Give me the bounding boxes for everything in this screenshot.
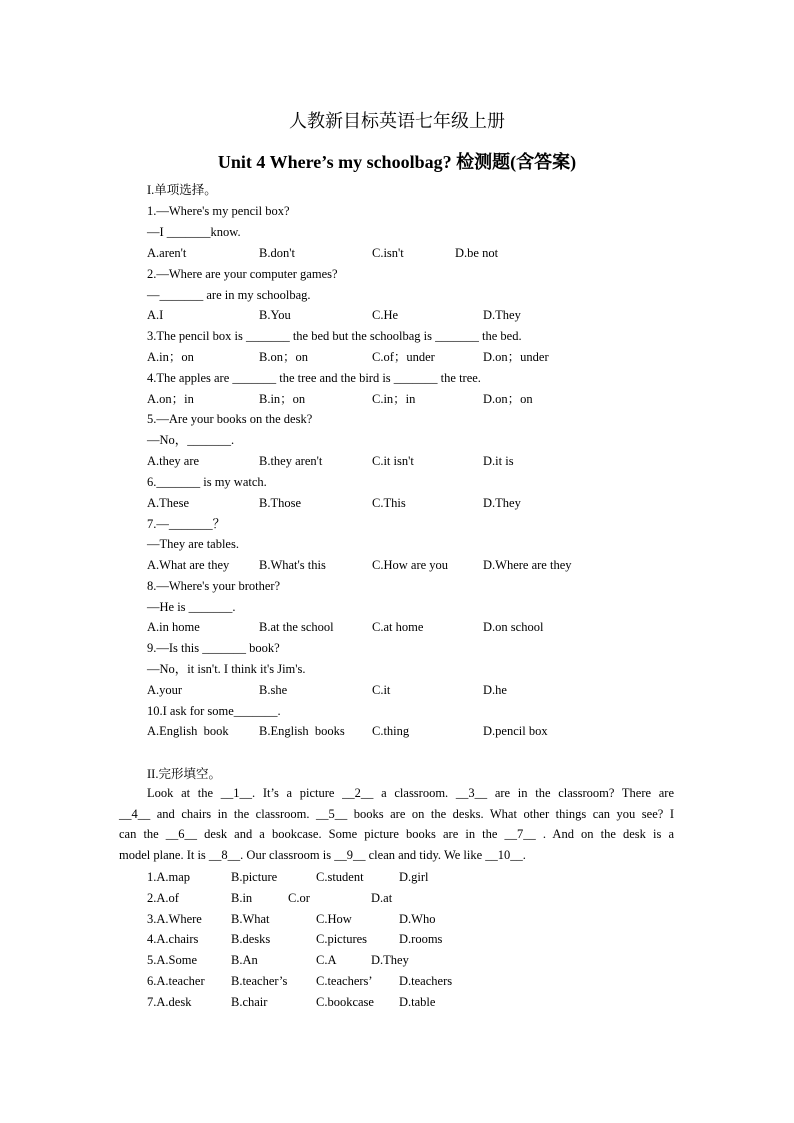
option-d: D.teachers bbox=[399, 974, 453, 988]
cloze-item-7 bbox=[147, 994, 667, 1010]
option-d: D.They bbox=[371, 953, 409, 967]
option-c: C.bookcase bbox=[316, 995, 374, 1009]
question-1-options bbox=[147, 245, 667, 261]
cloze-item-1 bbox=[147, 869, 667, 885]
option-d: D.rooms bbox=[399, 932, 443, 946]
question-5-options bbox=[147, 453, 667, 469]
question-4-options bbox=[147, 391, 667, 407]
option-c: C.student bbox=[316, 870, 364, 884]
cloze-item-6 bbox=[147, 973, 667, 989]
option-a: 2.A.of bbox=[147, 891, 179, 905]
question-9-line-1: 9.—Is this _______ book? bbox=[147, 641, 280, 655]
question-6-options bbox=[147, 495, 667, 511]
question-2-line-2: —_______ are in my schoolbag. bbox=[147, 288, 311, 302]
option-a: A.they are bbox=[147, 454, 200, 468]
option-c: C.in；in bbox=[372, 392, 416, 406]
option-b: B.teacher’s bbox=[231, 974, 288, 988]
option-d: D.at bbox=[371, 891, 393, 905]
question-10-options bbox=[147, 723, 667, 739]
cloze-item-2 bbox=[147, 890, 667, 906]
passage-line: __4__ and chairs in the classroom. __5__ books are on the desks. What other things can you see? I bbox=[119, 806, 674, 821]
option-d: D.table bbox=[399, 995, 436, 1009]
option-b: B.An bbox=[231, 953, 258, 967]
section1-heading: I.单项选择。 bbox=[147, 183, 217, 197]
option-b: B.You bbox=[259, 308, 291, 322]
question-2-options bbox=[147, 307, 667, 323]
question-1-line-2: —I _______know. bbox=[147, 225, 241, 239]
option-c: C.teachers’ bbox=[316, 974, 373, 988]
option-a: A.These bbox=[147, 496, 189, 510]
option-a: A.on；in bbox=[147, 392, 194, 406]
option-a: 5.A.Some bbox=[147, 953, 197, 967]
option-b: B.in bbox=[231, 891, 253, 905]
option-c: C.A bbox=[316, 953, 337, 967]
option-c: C.of；under bbox=[372, 350, 435, 364]
question-8-line-1: 8.—Where's your brother? bbox=[147, 579, 281, 593]
option-a: 1.A.map bbox=[147, 870, 191, 884]
option-c: C.at home bbox=[372, 620, 424, 634]
option-b: B.in；on bbox=[259, 392, 306, 406]
option-a: A.English book bbox=[147, 724, 229, 738]
question-9-options bbox=[147, 682, 667, 698]
option-c: C.or bbox=[288, 891, 310, 905]
question-7-options bbox=[147, 557, 667, 573]
option-a: A.I bbox=[147, 308, 164, 322]
option-b: B.chair bbox=[231, 995, 268, 1009]
question-8-options bbox=[147, 619, 667, 635]
option-a: 4.A.chairs bbox=[147, 932, 199, 946]
option-c: C.it isn't bbox=[372, 454, 414, 468]
option-d: D.They bbox=[483, 496, 521, 510]
option-c: C.isn't bbox=[372, 246, 404, 260]
option-b: B.Those bbox=[259, 496, 302, 510]
option-b: B.don't bbox=[259, 246, 295, 260]
option-c: C.How are you bbox=[372, 558, 449, 572]
cloze-item-4 bbox=[147, 931, 667, 947]
option-a: 6.A.teacher bbox=[147, 974, 205, 988]
option-c: C.it bbox=[372, 683, 391, 697]
option-d: D.girl bbox=[399, 870, 429, 884]
question-5-line-2: —No，_______. bbox=[147, 433, 235, 447]
option-c: C.How bbox=[316, 912, 352, 926]
option-b: B.she bbox=[259, 683, 288, 697]
option-a: A.What are they bbox=[147, 558, 230, 572]
question-2-line-1: 2.—Where are your computer games? bbox=[147, 267, 338, 281]
option-b: B.picture bbox=[231, 870, 278, 884]
passage-line: model plane. It is __8__. Our classroom is __9__ clean and tidy. We like __10__. bbox=[119, 848, 526, 863]
option-c: C.This bbox=[372, 496, 406, 510]
option-d: D.be not bbox=[455, 246, 499, 260]
question-3-line-1: 3.The pencil box is _______ the bed but the schoolbag is _______ the bed. bbox=[147, 329, 522, 343]
option-a: A.your bbox=[147, 683, 183, 697]
passage-line: Look at the __1__. It’s a picture __2__ a classroom. __3__ are in the classroom? There are bbox=[147, 786, 674, 800]
option-c: C.thing bbox=[372, 724, 410, 738]
option-d: D.pencil box bbox=[483, 724, 548, 738]
option-a: A.in；on bbox=[147, 350, 194, 364]
section2-heading: II.完形填空。 bbox=[147, 767, 221, 781]
cloze-item-3 bbox=[147, 911, 667, 927]
option-a: 7.A.desk bbox=[147, 995, 192, 1009]
question-4-line-1: 4.The apples are _______ the tree and the bird is _______ the tree. bbox=[147, 371, 481, 385]
question-7-line-2: —They are tables. bbox=[147, 537, 239, 551]
option-b: B.What bbox=[231, 912, 270, 926]
question-3-options bbox=[147, 349, 667, 365]
option-d: D.on；under bbox=[483, 350, 549, 364]
option-d: D.Where are they bbox=[483, 558, 572, 572]
option-d: D.Who bbox=[399, 912, 436, 926]
question-9-line-2: —No，it isn't. I think it's Jim's. bbox=[147, 662, 306, 676]
question-8-line-2: —He is _______. bbox=[147, 600, 236, 614]
question-7-line-1: 7.—_______？ bbox=[147, 517, 226, 531]
option-b: B.desks bbox=[231, 932, 271, 946]
option-b: B.English books bbox=[259, 724, 345, 738]
question-5-line-1: 5.—Are your books on the desk? bbox=[147, 412, 313, 426]
option-b: B.they aren't bbox=[259, 454, 323, 468]
option-d: D.They bbox=[483, 308, 521, 322]
passage-line: can the __6__ desk and a bookcase. Some picture books are in the __7__ . And on the desk is a bbox=[119, 827, 674, 842]
option-a: A.aren't bbox=[147, 246, 187, 260]
option-a: 3.A.Where bbox=[147, 912, 202, 926]
option-b: B.on；on bbox=[259, 350, 308, 364]
page-subtitle: Unit 4 Where’s my schoolbag? 检测题(含答案) bbox=[217, 152, 577, 172]
option-c: C.pictures bbox=[316, 932, 368, 946]
question-10-line-1: 10.I ask for some_______. bbox=[147, 704, 281, 718]
option-c: C.He bbox=[372, 308, 399, 322]
question-1-line-1: 1.—Where's my pencil box? bbox=[147, 204, 290, 218]
question-6-line-1: 6._______ is my watch. bbox=[147, 475, 267, 489]
page-title: 人教新目标英语七年级上册 bbox=[289, 111, 505, 131]
option-b: B.What's this bbox=[259, 558, 326, 572]
cloze-passage bbox=[119, 783, 674, 866]
option-d: D.he bbox=[483, 683, 507, 697]
option-d: D.on school bbox=[483, 620, 544, 634]
option-b: B.at the school bbox=[259, 620, 334, 634]
cloze-item-5 bbox=[147, 952, 667, 968]
option-a: A.in home bbox=[147, 620, 200, 634]
option-d: D.it is bbox=[483, 454, 514, 468]
option-d: D.on；on bbox=[483, 392, 533, 406]
